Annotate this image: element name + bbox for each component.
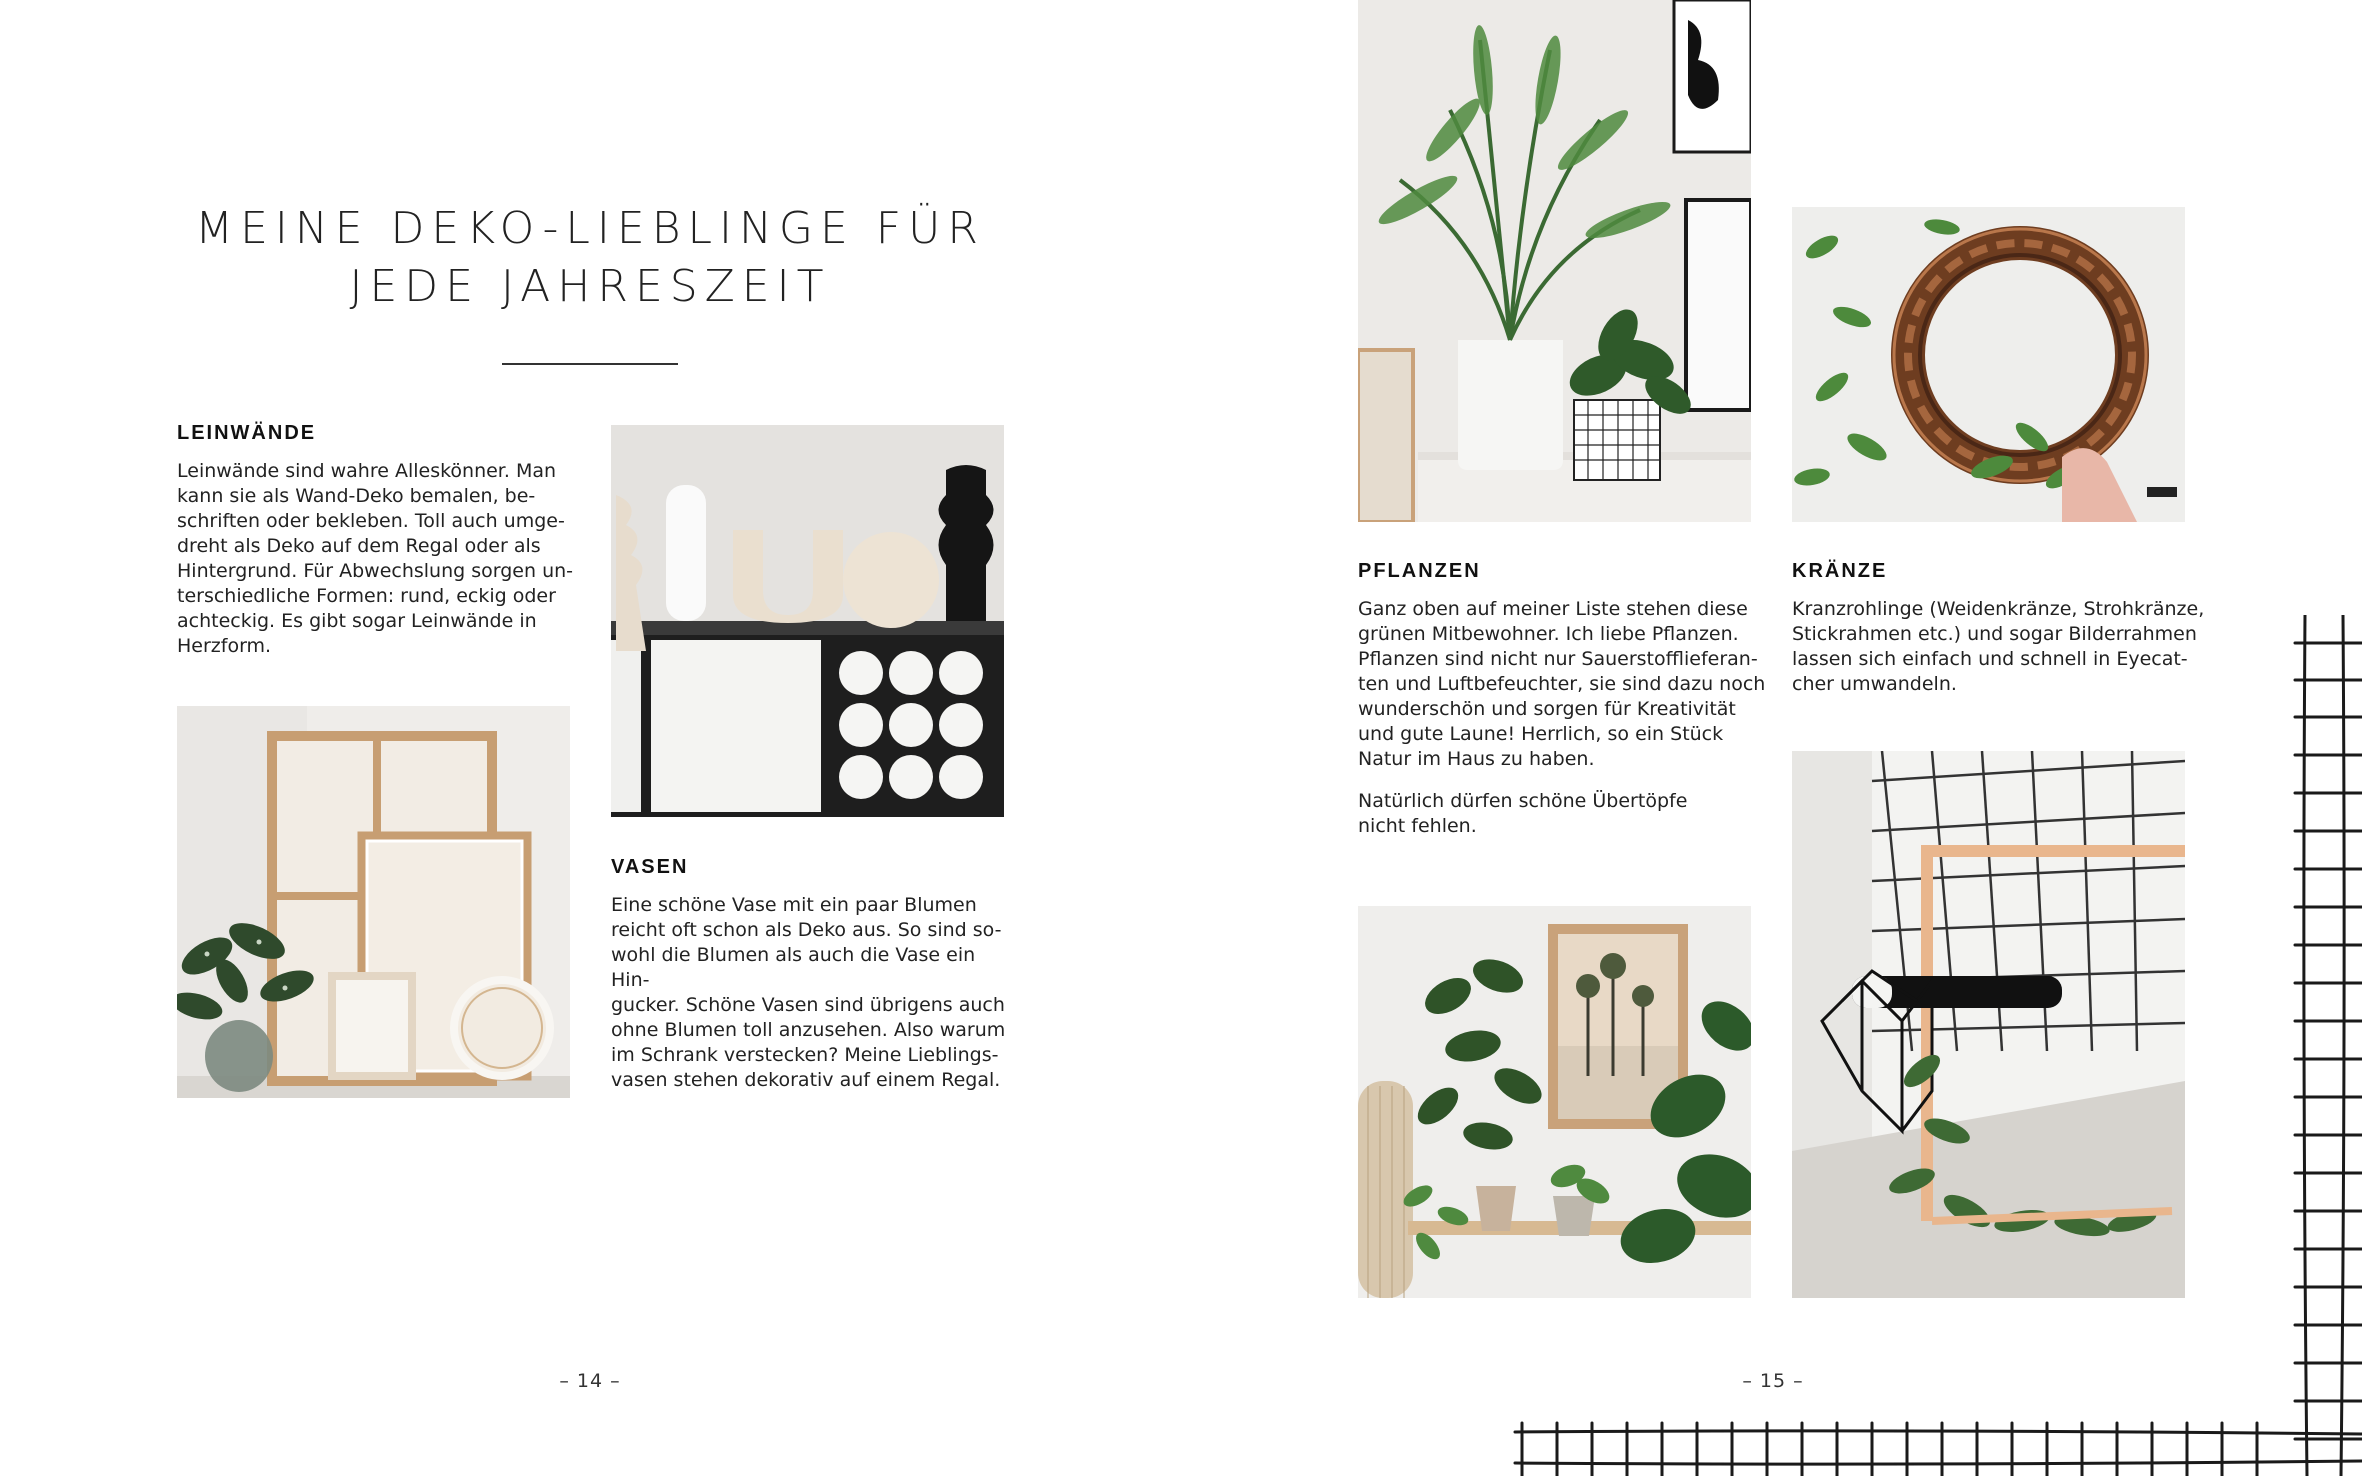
heading-leinwaende: LEINWÄNDE	[177, 422, 317, 444]
heading-kraenze: KRÄNZE	[1792, 560, 1888, 582]
text-pflanzen: Ganz oben auf meiner Liste stehen diese grünen Mitbewohner. Ich liebe Pflanzen. Pflanzen sind nicht nur Sauerstofflieferan- ten und Luftbefeuchter, sie sind dazu noch wunderschön und sorgen für Kreativität und gute Laune! Herrlich, so ein Stück Natur im Haus zu haben.	[1358, 598, 1766, 770]
heading-pflanzen: PFLANZEN	[1358, 560, 1481, 582]
photo-palm-plants	[1358, 0, 1751, 522]
text-vasen: Eine schöne Vase mit ein paar Blumen reicht oft schon als Deko aus. So sind so- wohl die Blumen als auch die Vase ein Hin- gucker. Schöne Vasen sind übrigens auch ohne Blumen toll anzusehen. Also warum im Schrank verstecken? Meine Lieblings- vasen stehen dekorativ auf einem Regal.	[611, 894, 1006, 1091]
page-title: MEINE DEKO-LIEBLINGE FÜR JEDE JAHRESZEIT	[195, 203, 985, 312]
page-number-left: – 14 –	[559, 1370, 621, 1392]
title-divider	[502, 363, 678, 365]
grid-pattern-decoration	[1500, 615, 2362, 1476]
photo-wreath	[1792, 207, 2185, 522]
text-kraenze: Kranzrohlinge (Weidenkränze, Strohkränze, Stickrahmen etc.) und sogar Bilderrahmen lassen sich einfach und schnell in Eyecat- cher umwandeln.	[1792, 598, 2205, 695]
heading-vasen: VASEN	[611, 856, 689, 878]
photo-vases	[611, 425, 1004, 817]
text-leinwaende: Leinwände sind wahre Alleskönner. Man kann sie als Wand-Deko bemalen, be- schriften oder bekleben. Toll auch umge- dreht als Deko auf dem Regal oder als Hintergrund. Für Abwechslung sorgen un- terschiedliche Formen: rund, eckig oder achteckig. Es gibt sogar Leinwände in Herzform.	[177, 460, 574, 657]
text-pflanzen-extra: Natürlich dürfen schöne Übertöpfe nicht fehlen.	[1358, 790, 1688, 837]
page-number-right: – 15 –	[1742, 1370, 1804, 1392]
photo-canvases	[177, 706, 570, 1098]
